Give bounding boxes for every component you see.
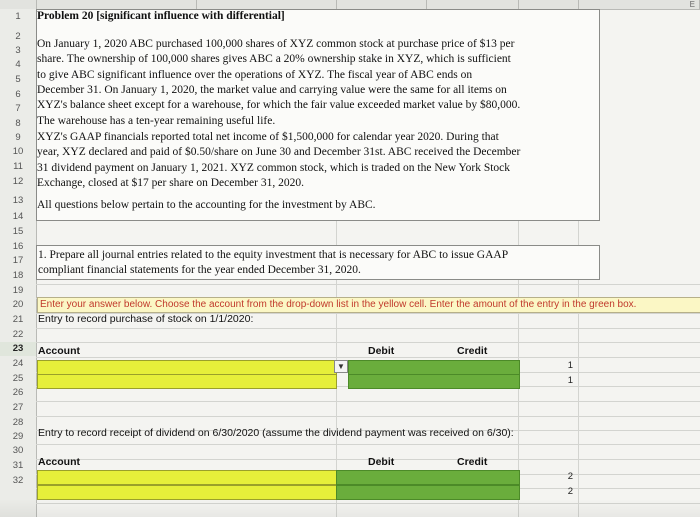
- row-gridline: [36, 444, 700, 445]
- row-number[interactable]: 11: [13, 161, 23, 172]
- entry-1-credit-header: Credit: [457, 345, 488, 357]
- row-gridline: [36, 284, 700, 285]
- row-number[interactable]: 23: [0, 342, 36, 356]
- entry-2-line-number-1: 2: [567, 471, 573, 482]
- entry-1-debit-header: Debit: [368, 345, 395, 357]
- question-1-line: compliant financial statements for the year ended December 31, 2020.: [38, 263, 361, 276]
- problem-paragraph-2-line: XYZ's GAAP financials reported total net income of $1,500,000 for calendar year 2020. During that: [37, 131, 499, 143]
- row-number[interactable]: 26: [12, 387, 24, 398]
- row-number[interactable]: 1: [15, 11, 21, 22]
- row-gridline: [36, 328, 700, 329]
- column-header-d[interactable]: [426, 0, 519, 9]
- entry-1-account-select-2[interactable]: [37, 374, 337, 389]
- row-number[interactable]: 8: [15, 118, 21, 129]
- problem-paragraph-1-line: On January 1, 2020 ABC purchased 100,000 shares of XYZ common stock at purchase price of $13 per: [37, 38, 515, 50]
- entry-2-caption: Entry to record receipt of dividend on 6/30/2020 (assume the dividend payment was received on 6/30):: [38, 427, 514, 439]
- row-number[interactable]: 30: [12, 445, 24, 456]
- instruction-banner: Enter your answer below. Choose the account from the drop-down list in the yellow cell. Enter the amount of the entry in the green box.: [37, 297, 700, 313]
- row-number[interactable]: 17: [12, 255, 24, 266]
- row-number[interactable]: 7: [15, 103, 21, 114]
- photo-shading: [0, 499, 700, 517]
- row-number[interactable]: 20: [12, 299, 24, 310]
- row-number[interactable]: 12: [12, 176, 24, 187]
- entry-1-caption: Entry to record purchase of stock on 1/1/2020:: [38, 313, 254, 325]
- row-gridline: [36, 401, 700, 402]
- column-header-b[interactable]: [196, 0, 337, 9]
- row-number[interactable]: 27: [12, 402, 24, 413]
- question-1-line: 1. Prepare all journal entries related to the equity investment that is necessary for ABC to issue GAAP: [38, 249, 509, 261]
- column-header-e[interactable]: [518, 0, 579, 9]
- row-gridline: [36, 416, 700, 417]
- row-number[interactable]: 25: [12, 373, 24, 384]
- row-number[interactable]: 21: [12, 314, 24, 325]
- row-number[interactable]: 6: [15, 89, 21, 100]
- row-number[interactable]: 31: [12, 460, 24, 471]
- corner-cell[interactable]: [0, 0, 37, 9]
- entry-1-amount-input-2[interactable]: [348, 374, 520, 389]
- problem-title: Problem 20 [significant influence with differential]: [37, 10, 285, 22]
- row-number[interactable]: 4: [15, 59, 21, 70]
- row-gridline: [36, 342, 700, 343]
- row-number[interactable]: 13: [12, 195, 24, 206]
- entry-2-debit-header: Debit: [368, 456, 395, 468]
- entry-2-account-header: Account: [38, 456, 80, 468]
- problem-paragraph-2-line: 31 dividend payment on January 1, 2021. XYZ common stock, which is traded on the New York Stock: [37, 161, 511, 174]
- problem-paragraph-1-line: December 31. On January 1, 2020, the market value and carrying value were the same for all items on: [37, 83, 507, 96]
- problem-paragraph-1-line: The warehouse has a ten-year remaining useful life.: [37, 114, 276, 127]
- entry-2-credit-header: Credit: [457, 456, 488, 468]
- problem-paragraph-1-line: to give ABC significant influence over the operations of XYZ. The fiscal year of ABC ends on: [37, 68, 473, 81]
- entry-1-amount-input-1[interactable]: [348, 360, 520, 375]
- row-number[interactable]: 14: [12, 211, 24, 222]
- row-number[interactable]: 15: [12, 226, 24, 237]
- row-number[interactable]: 32: [12, 475, 24, 486]
- row-number[interactable]: 28: [12, 417, 24, 428]
- row-number[interactable]: 10: [12, 146, 24, 157]
- problem-paragraph-1-line: XYZ's balance sheet except for a warehouse, for which the fair value exceeded market value by $80,000.: [37, 99, 521, 112]
- entry-1-line-number-1: 1: [567, 360, 573, 371]
- row-number[interactable]: 5: [15, 74, 21, 85]
- column-header-last[interactable]: E: [578, 0, 700, 9]
- column-header-c[interactable]: [336, 0, 427, 9]
- row-number[interactable]: 24: [12, 358, 24, 369]
- problem-paragraph-2-line: Exchange, closed at $17 per share on December 31, 2020.: [37, 176, 304, 189]
- dropdown-arrow-icon[interactable]: ▼: [334, 360, 348, 373]
- problem-paragraph-2-line: year, XYZ declared and paid of $0.50/share on June 30 and December 31st. ABC received the December: [37, 146, 521, 159]
- entry-1-account-header: Account: [38, 345, 80, 357]
- row-number[interactable]: 16: [12, 241, 24, 252]
- column-header-a[interactable]: [36, 0, 197, 9]
- row-number[interactable]: 9: [15, 132, 21, 143]
- row-number[interactable]: 19: [12, 285, 24, 296]
- entry-2-amount-input-2[interactable]: [336, 485, 520, 500]
- problem-paragraph-3: All questions below pertain to the accounting for the investment by ABC.: [37, 199, 376, 211]
- row-number[interactable]: 22: [12, 329, 24, 340]
- entry-2-amount-input-1[interactable]: [336, 470, 520, 485]
- row-number[interactable]: 3: [15, 45, 21, 56]
- row-number[interactable]: 2: [15, 31, 21, 42]
- entry-2-line-number-2: 2: [567, 486, 573, 497]
- row-number[interactable]: 18: [12, 270, 24, 281]
- entry-2-account-select-1[interactable]: [37, 470, 337, 485]
- row-gridline: [36, 357, 700, 358]
- entry-2-account-select-2[interactable]: [37, 485, 337, 500]
- entry-1-line-number-2: 1: [567, 375, 573, 386]
- row-number[interactable]: 29: [12, 431, 24, 442]
- problem-paragraph-1-line: share. The ownership of 100,000 shares gives ABC a 20% ownership stake in XYZ, which is sufficient: [37, 53, 511, 66]
- entry-1-account-select-1[interactable]: [37, 360, 337, 375]
